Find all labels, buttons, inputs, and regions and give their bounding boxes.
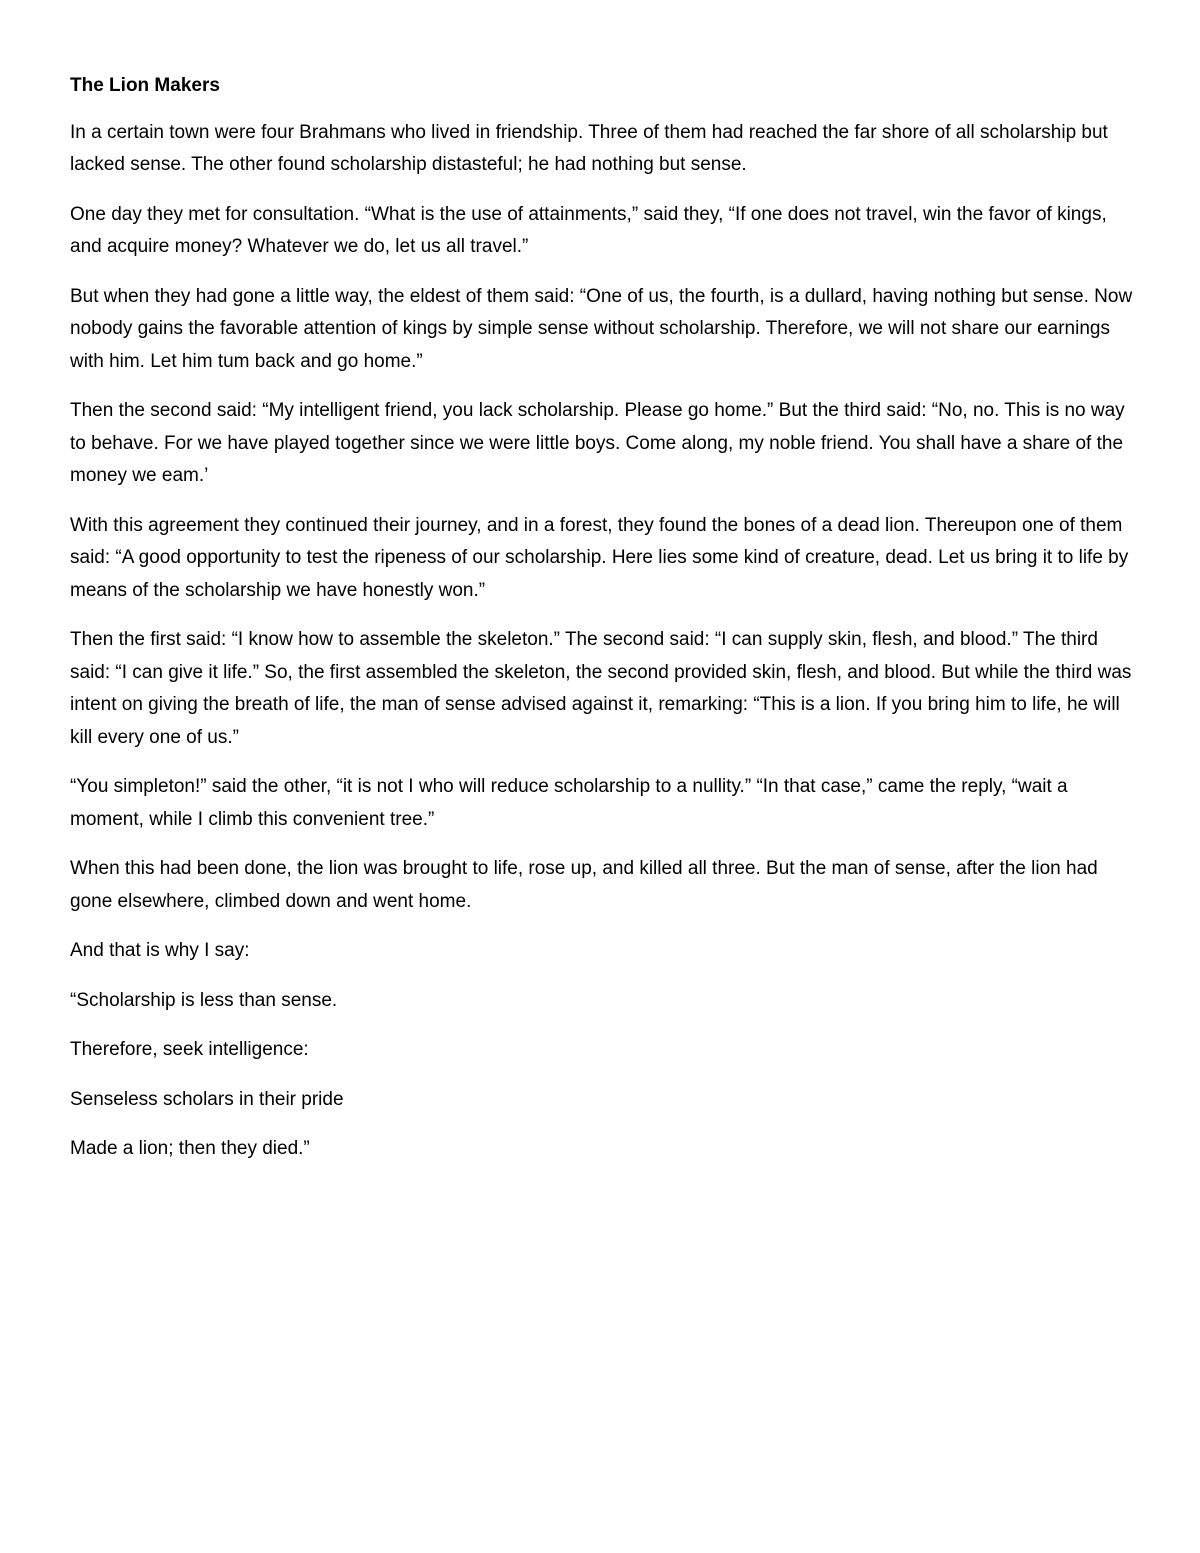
- paragraph: In a certain town were four Brahmans who lived in friendship. Three of them had reached the far shore of all scholarship but lacked sense. The other found scholarship distasteful; he had nothing but sense.: [70, 121, 1108, 175]
- verse-line: Senseless scholars in their pride: [70, 1088, 344, 1110]
- document-page: [70, 70, 1140, 1183]
- paragraph: But when they had gone a little way, the eldest of them said: “One of us, the fourth, is a dullard, having nothing but sense. Now nobody gains the favorable attention of kings by simple sense without scholarship. Therefore, we will not share our earnings with him. Let him tum back and go home.”: [70, 285, 1133, 372]
- paragraph: When this had been done, the lion was brought to life, rose up, and killed all three. But the man of sense, after the lion had gone elsewhere, climbed down and went home.: [70, 858, 1098, 912]
- paragraph: And that is why I say:: [70, 940, 250, 961]
- paragraph: One day they met for consultation. “What is the use of attainments,” said they, “If one does not travel, win the favor of kings, and acquire money? Whatever we do, let us all travel.”: [70, 203, 1107, 257]
- verse-line: “Scholarship is less than sense.: [70, 989, 338, 1011]
- paragraph: “You simpleton!” said the other, “it is not I who will reduce scholarship to a nullity.” “In that case,” came the reply, “wait a moment, while I climb this convenient tree.”: [70, 776, 1068, 830]
- paragraph: Then the second said: “My intelligent friend, you lack scholarship. Please go home.” But the third said: “No, no. This is no way to behave. For we have played together since we were little boys. Come along, my noble friend. You shall have a share of the money we eam.’: [70, 400, 1125, 486]
- verse-line: Made a lion; then they died.”: [70, 1138, 310, 1159]
- verse-line: Therefore, seek intelligence:: [70, 1039, 309, 1060]
- paragraph: With this agreement they continued their journey, and in a forest, they found the bones of a dead lion. Thereupon one of them said: “A good opportunity to test the ripeness of our scholarship. Here lies some kind of creature, dead. Let us bring it to life by means of the scholarship we have honestly won.”: [70, 514, 1129, 601]
- paragraph: Then the first said: “I know how to assemble the skeleton.” The second said: “I can supply skin, flesh, and blood.” The third said: “I can give it life.” So, the first assembled the skeleton, the second provided skin, flesh, and blood. But while the third was intent on giving the breath of life, the man of sense advised against it, remarking: “This is a lion. If you bring him to life, he will kill every one of us.”: [70, 629, 1132, 748]
- document-title: The Lion Makers: [70, 75, 220, 96]
